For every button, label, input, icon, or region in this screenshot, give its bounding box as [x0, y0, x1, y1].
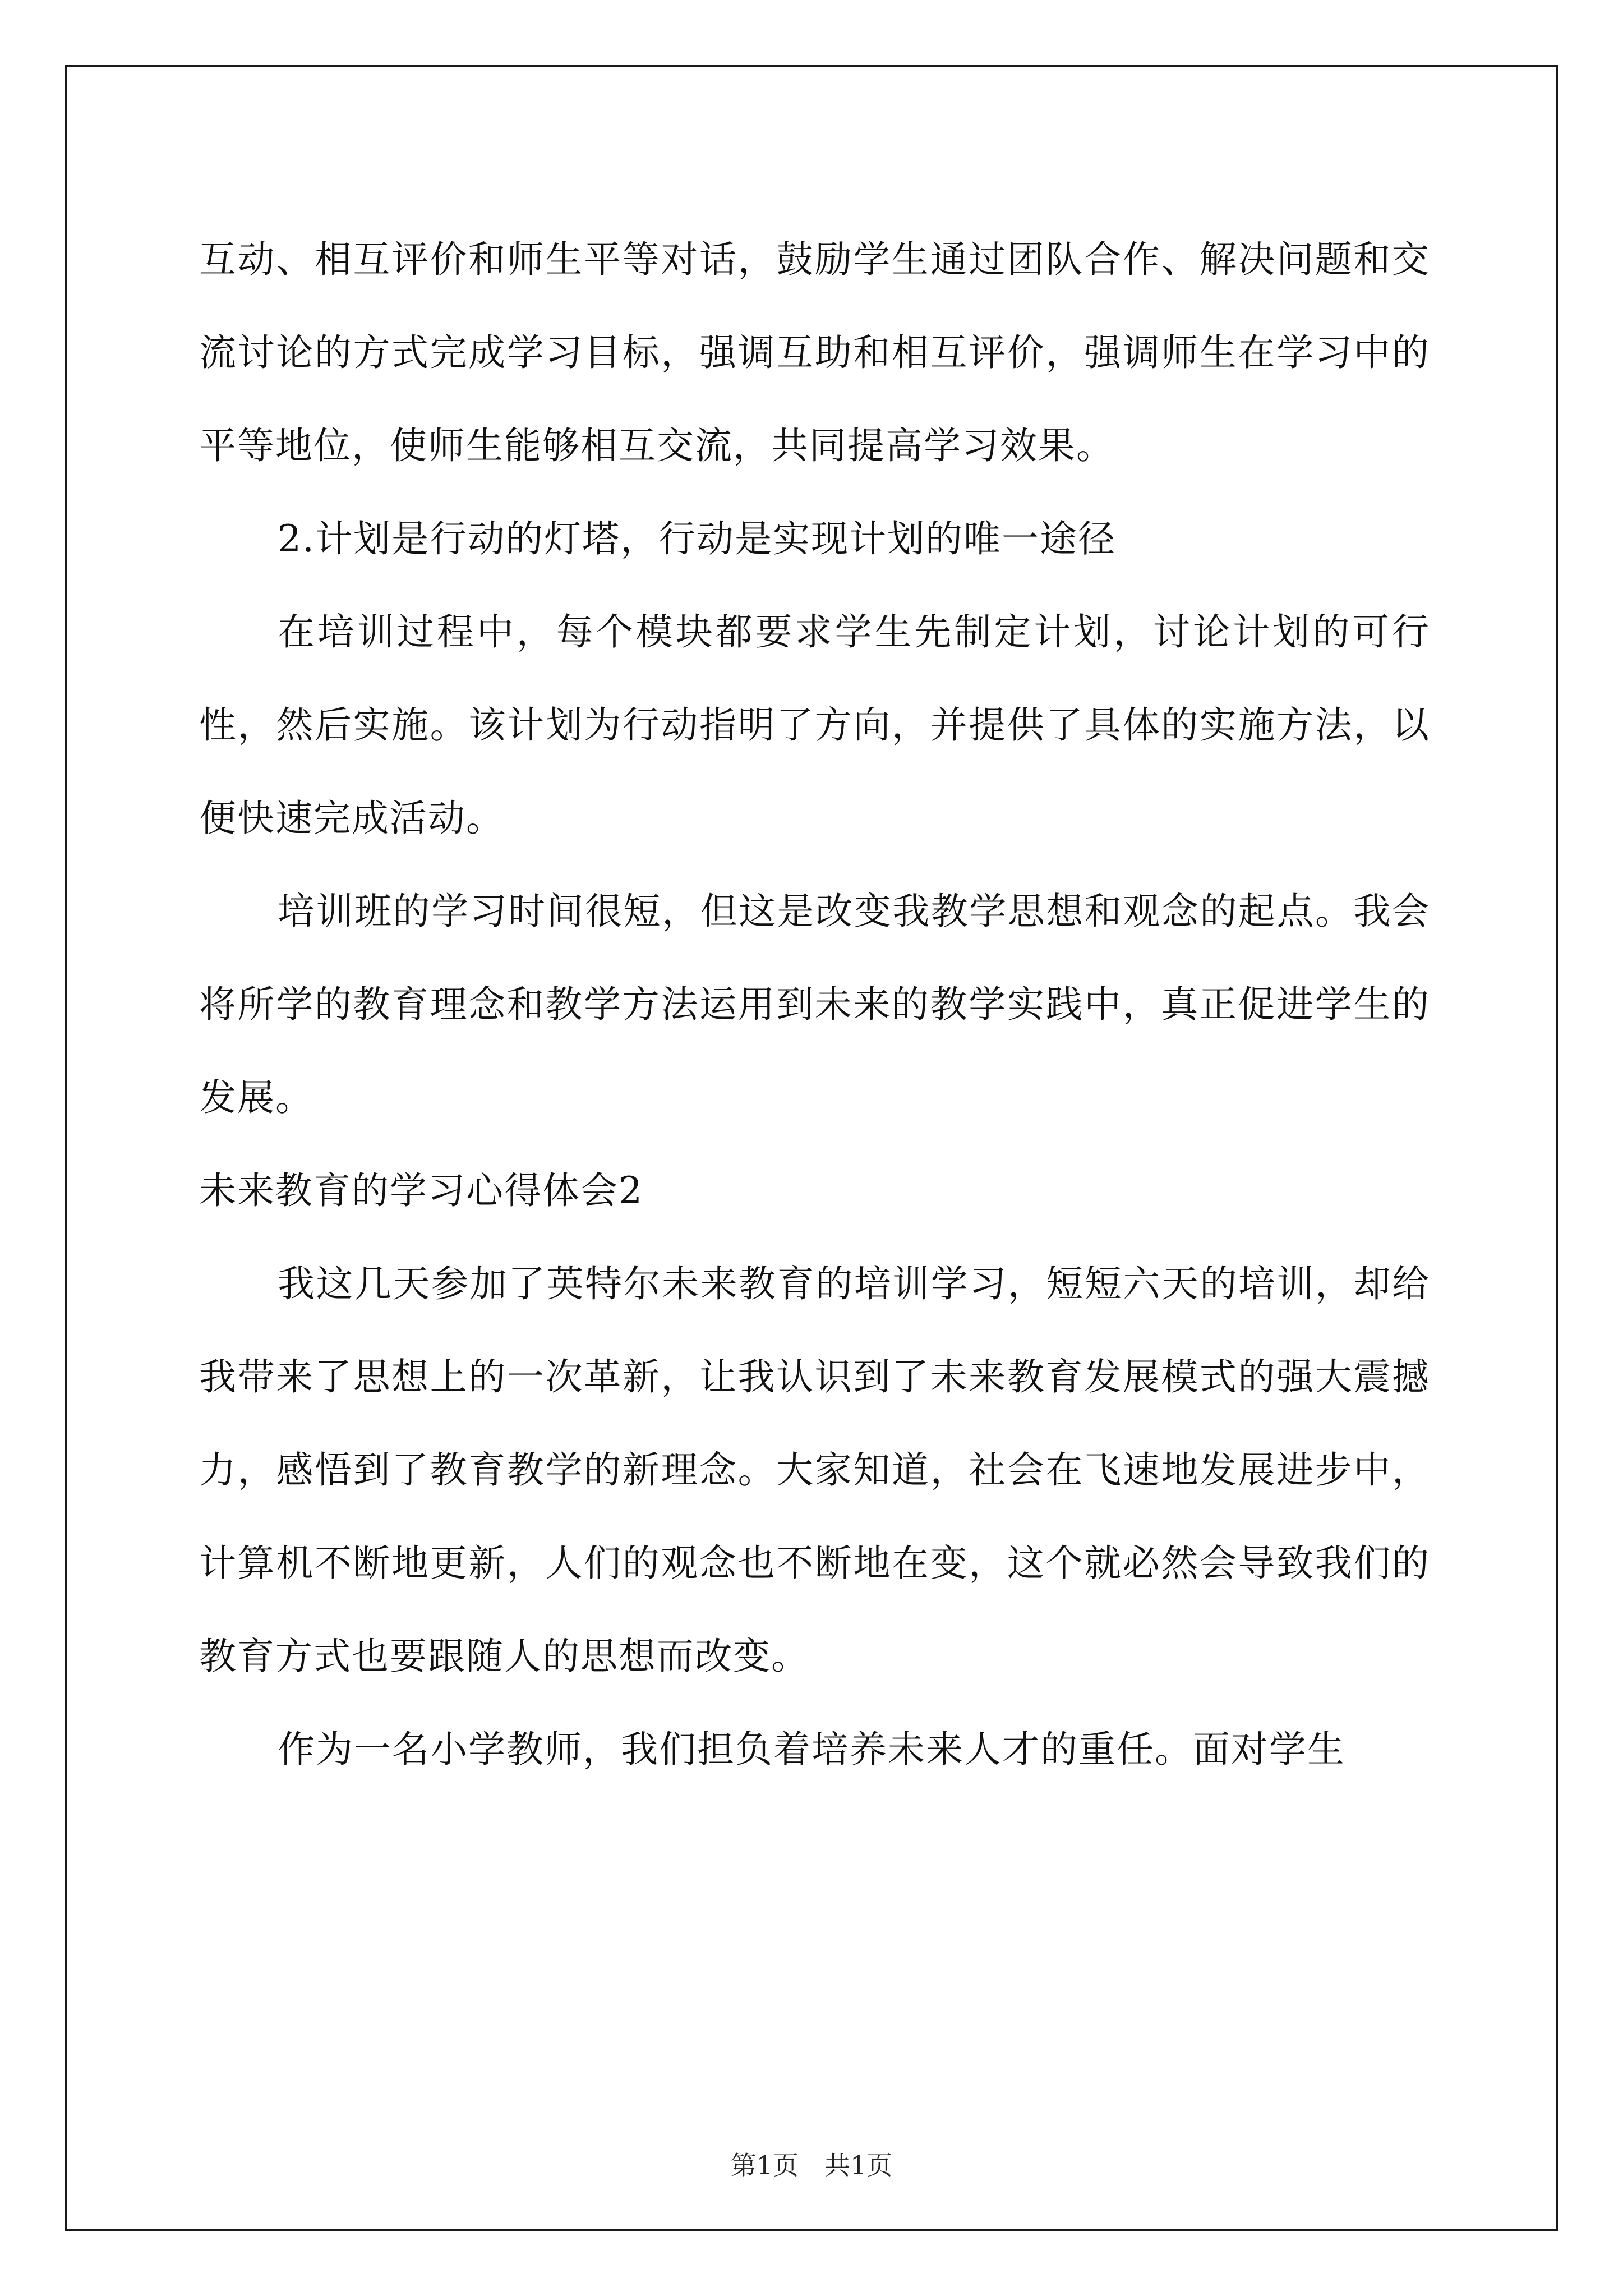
section-subheading: 2.计划是行动的灯塔，行动是实现计划的唯一途径: [278, 517, 1116, 560]
paragraph-training-plan: 在培训过程中，每个模块都要求学生先制定计划，讨论计划的可行性，然后实施。该计划为行动指明了方向，并提供了具体的实施方法，以便快速完成活动。: [199, 610, 1430, 840]
paragraph-training-summary: 培训班的学习时间很短，但这是改变我教学思想和观念的起点。我会将所学的教育理念和教学方法运用到未来的教学实践中，真正促进学生的发展。: [199, 890, 1430, 1119]
essay-title-2: 未来教育的学习心得体会2: [199, 1169, 643, 1212]
paragraph-teacher-role: 作为一名小学教师，我们担负着培养未来人才的重任。面对学生: [278, 1728, 1345, 1771]
paragraph-continuation: 互动、相互评价和师生平等对话，鼓励学生通过团队合作、解决问题和交流讨论的方式完成学习目标，强调互助和相互评价，强调师生在学习中的平等地位，使师生能够相互交流，共同提高学习效果。: [199, 238, 1430, 467]
page-number-footer: 第1页 共1页: [730, 2150, 893, 2180]
paragraph-intel-training: 我这几天参加了英特尔未来教育的培训学习，短短六天的培训，却给我带来了思想上的一次革新，让我认识到了未来教育发展模式的强大震撼力，感悟到了教育教学的新理念。大家知道，社会在飞速地发展进步中，计算机不断地更新，人们的观念也不断地在变，这个就必然会导致我们的教育方式也要跟随人的思想而改变。: [199, 1262, 1430, 1678]
document-body: [199, 213, 1430, 1796]
